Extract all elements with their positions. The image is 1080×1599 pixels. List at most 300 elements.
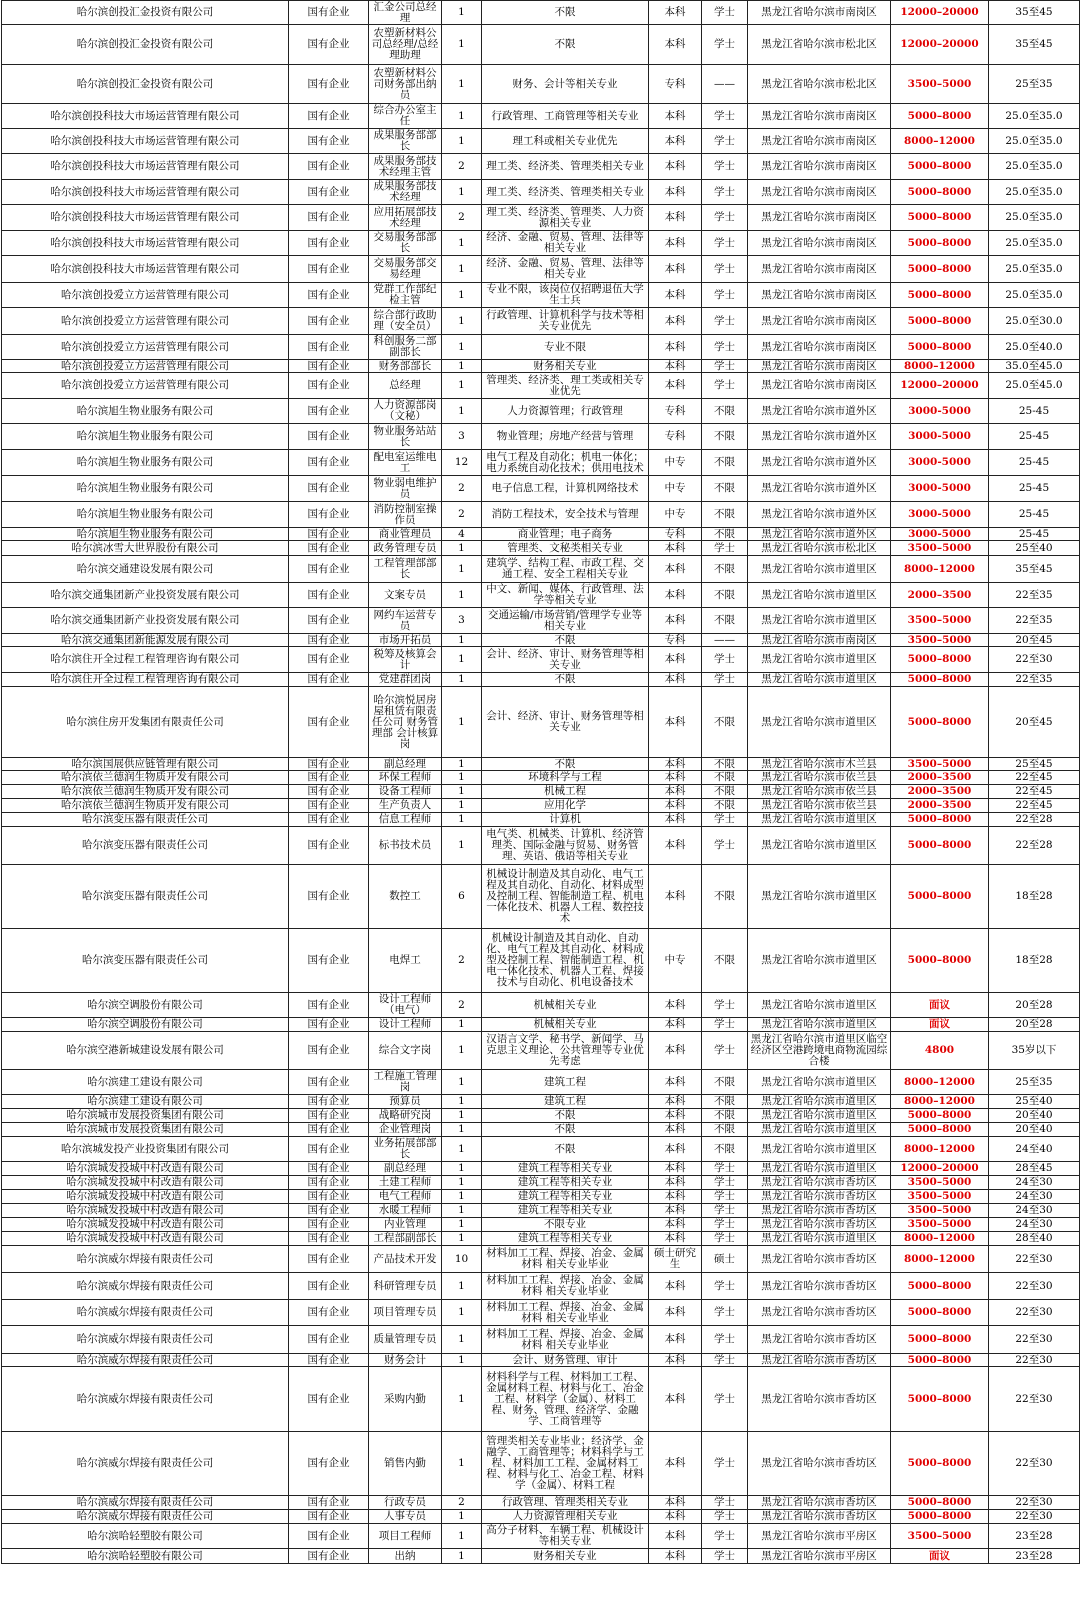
cell-count: 1: [442, 308, 482, 335]
table-row: [2, 1095, 1080, 1109]
cell-education: 本科: [649, 283, 702, 308]
cell-count: 1: [442, 634, 482, 647]
cell-company: 哈尔滨创投科技大市场运营管理有限公司: [2, 180, 289, 205]
cell-education: 本科: [649, 1510, 702, 1524]
cell-salary: 3000-5000: [891, 450, 989, 476]
cell-type: 国有企业: [289, 993, 369, 1018]
cell-position: 工程部副部长: [369, 1232, 442, 1246]
cell-education: 本科: [649, 1123, 702, 1137]
cell-major: 会计、财务管理、审计: [482, 1354, 649, 1367]
cell-salary: 4800: [891, 1032, 989, 1070]
cell-location: 黑龙江省哈尔滨市道里区: [748, 647, 891, 673]
cell-company: 哈尔滨交通集团新产业投资发展有限公司: [2, 608, 289, 634]
cell-age: 22至30: [989, 1326, 1080, 1354]
cell-location: 黑龙江省哈尔滨市道里区: [748, 556, 891, 583]
cell-degree: 不限: [702, 929, 748, 993]
cell-age: 24至30: [989, 1190, 1080, 1204]
cell-company: 哈尔滨创投汇金投资有限公司: [2, 25, 289, 65]
cell-age: 25-45: [989, 399, 1080, 424]
cell-company: 哈尔滨创投科技大市场运营管理有限公司: [2, 104, 289, 129]
cell-education: 本科: [649, 758, 702, 771]
cell-education: 本科: [649, 360, 702, 373]
cell-major: 不限: [482, 1, 649, 25]
table-row: [2, 450, 1080, 476]
cell-major: 理工类、经济类、管理类相关专业: [482, 180, 649, 205]
cell-position: 党群工作部纪检主管: [369, 283, 442, 308]
table-row: [2, 1218, 1080, 1232]
cell-major: 建筑工程: [482, 1095, 649, 1109]
cell-count: 1: [442, 335, 482, 360]
cell-education: 本科: [649, 1109, 702, 1123]
cell-type: 国有企业: [289, 541, 369, 556]
cell-position: 质量管理专员: [369, 1326, 442, 1354]
cell-salary: 5000–8000: [891, 687, 989, 758]
table-row: [2, 256, 1080, 283]
cell-age: 22至30: [989, 1300, 1080, 1326]
cell-company: 哈尔滨创投科技大市场运营管理有限公司: [2, 231, 289, 256]
cell-type: 国有企业: [289, 687, 369, 758]
cell-major: 材料科学与工程、材料加工工程、金属材料工程、材料与化工、冶金工程、材料学（金属）、材料工程、财务、管理、经济学、金融学、工商管理等: [482, 1367, 649, 1432]
cell-age: 18至28: [989, 929, 1080, 993]
cell-major: 不限: [482, 634, 649, 647]
cell-company: 哈尔滨威尔焊接有限责任公司: [2, 1300, 289, 1326]
cell-location: 黑龙江省哈尔滨市道里区: [748, 1018, 891, 1032]
cell-degree: 学士: [702, 1218, 748, 1232]
cell-education: 本科: [649, 256, 702, 283]
cell-position: 电焊工: [369, 929, 442, 993]
cell-type: 国有企业: [289, 1273, 369, 1300]
cell-type: 国有企业: [289, 1137, 369, 1162]
cell-degree: 不限: [702, 865, 748, 929]
cell-degree: 学士: [702, 1326, 748, 1354]
cell-degree: 不限: [702, 1109, 748, 1123]
cell-company: 哈尔滨变压器有限责任公司: [2, 813, 289, 827]
cell-degree: 学士: [702, 180, 748, 205]
cell-education: 本科: [649, 556, 702, 583]
cell-company: 哈尔滨交通集团新能源发展有限公司: [2, 634, 289, 647]
cell-type: 国有企业: [289, 1018, 369, 1032]
cell-age: 25.0至35.0: [989, 180, 1080, 205]
cell-salary: 5000–8000: [891, 1273, 989, 1300]
cell-type: 国有企业: [289, 1032, 369, 1070]
cell-company: 哈尔滨城发投产业投资集团有限公司: [2, 1137, 289, 1162]
cell-position: 采购内勤: [369, 1367, 442, 1432]
cell-type: 国有企业: [289, 25, 369, 65]
cell-company: 哈尔滨依兰德润生物质开发有限公司: [2, 785, 289, 799]
cell-age: 25.0至35.0: [989, 283, 1080, 308]
table-row: [2, 180, 1080, 205]
cell-location: 黑龙江省哈尔滨市松北区: [748, 541, 891, 556]
cell-education: 本科: [649, 1018, 702, 1032]
cell-position: 市场开拓员: [369, 634, 442, 647]
cell-degree: 学士: [702, 104, 748, 129]
cell-location: 黑龙江省哈尔滨市道外区: [748, 528, 891, 541]
cell-position: 土建工程师: [369, 1176, 442, 1190]
cell-age: 22至35: [989, 673, 1080, 687]
cell-company: 哈尔滨创投科技大市场运营管理有限公司: [2, 154, 289, 180]
cell-type: 国有企业: [289, 1204, 369, 1218]
cell-position: 工程管理部部长: [369, 556, 442, 583]
cell-position: 物业弱电维护员: [369, 476, 442, 502]
table-row: [2, 129, 1080, 154]
cell-major: 经济、金融、贸易、管理、法律等相关专业: [482, 231, 649, 256]
cell-salary: 8000–12000: [891, 556, 989, 583]
cell-salary: 3500–5000: [891, 1190, 989, 1204]
cell-company: 哈尔滨冰雪大世界股份有限公司: [2, 541, 289, 556]
cell-type: 国有企业: [289, 647, 369, 673]
cell-position: 应用拓展部技术经理: [369, 205, 442, 231]
cell-degree: ——: [702, 634, 748, 647]
cell-location: 黑龙江省哈尔滨市道外区: [748, 502, 891, 528]
cell-position: 农塑新材料公司总经理/总经理助理: [369, 25, 442, 65]
cell-location: 黑龙江省哈尔滨市道里区: [748, 673, 891, 687]
cell-type: 国有企业: [289, 360, 369, 373]
cell-age: 25.0至35.0: [989, 154, 1080, 180]
cell-age: 25.0至35.0: [989, 256, 1080, 283]
cell-degree: 不限: [702, 424, 748, 450]
cell-company: 哈尔滨创投汇金投资有限公司: [2, 1, 289, 25]
cell-major: 计算机: [482, 813, 649, 827]
cell-major: 行政管理、管理类相关专业: [482, 1496, 649, 1510]
cell-major: 电子信息工程，计算机网络技术: [482, 476, 649, 502]
cell-type: 国有企业: [289, 1367, 369, 1432]
cell-major: 机械工程: [482, 785, 649, 799]
cell-location: 黑龙江省哈尔滨市香坊区: [748, 1354, 891, 1367]
table-row: [2, 476, 1080, 502]
table-row: [2, 205, 1080, 231]
cell-type: 国有企业: [289, 799, 369, 813]
cell-type: 国有企业: [289, 180, 369, 205]
cell-degree: 不限: [702, 1123, 748, 1137]
cell-count: 1: [442, 25, 482, 65]
cell-age: 23至28: [989, 1524, 1080, 1549]
cell-company: 哈尔滨威尔焊接有限责任公司: [2, 1326, 289, 1354]
cell-type: 国有企业: [289, 1496, 369, 1510]
cell-age: 28至45: [989, 1162, 1080, 1176]
cell-major: 不限专业: [482, 1218, 649, 1232]
table-row: [2, 1354, 1080, 1367]
table-row: [2, 424, 1080, 450]
cell-degree: 学士: [702, 1300, 748, 1326]
cell-education: 本科: [649, 1549, 702, 1564]
cell-age: 25.0至30.0: [989, 308, 1080, 335]
cell-age: 25至35: [989, 65, 1080, 104]
cell-major: 人力资源管理；行政管理: [482, 399, 649, 424]
cell-education: 本科: [649, 1367, 702, 1432]
cell-degree: 学士: [702, 647, 748, 673]
cell-position: 综合文字岗: [369, 1032, 442, 1070]
table-row: [2, 373, 1080, 399]
cell-major: 中文、新闻、媒体、行政管理、法学等相关专业: [482, 583, 649, 608]
cell-education: 本科: [649, 104, 702, 129]
cell-salary: 5000–8000: [891, 1109, 989, 1123]
cell-company: 哈尔滨空港新城建设发展有限公司: [2, 1032, 289, 1070]
cell-salary: 5000–8000: [891, 1496, 989, 1510]
cell-degree: 学士: [702, 1162, 748, 1176]
cell-count: 1: [442, 180, 482, 205]
cell-education: 专科: [649, 65, 702, 104]
table-row: [2, 1549, 1080, 1564]
cell-type: 国有企业: [289, 1510, 369, 1524]
cell-company: 哈尔滨旭生物业服务有限公司: [2, 424, 289, 450]
cell-major: 交通运输/市场营销/管理学专业等相关专业: [482, 608, 649, 634]
cell-company: 哈尔滨旭生物业服务有限公司: [2, 450, 289, 476]
cell-salary: 5000–8000: [891, 308, 989, 335]
cell-position: 文案专员: [369, 583, 442, 608]
cell-degree: 学士: [702, 1176, 748, 1190]
cell-company: 哈尔滨哈轻塑胶有限公司: [2, 1524, 289, 1549]
cell-age: 22至28: [989, 813, 1080, 827]
cell-company: 哈尔滨旭生物业服务有限公司: [2, 502, 289, 528]
cell-company: 哈尔滨依兰德润生物质开发有限公司: [2, 799, 289, 813]
cell-type: 国有企业: [289, 283, 369, 308]
cell-location: 黑龙江省哈尔滨市南岗区: [748, 180, 891, 205]
cell-degree: 不限: [702, 771, 748, 785]
cell-major: 理工类、经济类、管理类、人力资源相关专业: [482, 205, 649, 231]
cell-company: 哈尔滨创投科技大市场运营管理有限公司: [2, 129, 289, 154]
cell-location: 黑龙江省哈尔滨市道里区: [748, 1162, 891, 1176]
cell-degree: 不限: [702, 399, 748, 424]
cell-degree: 学士: [702, 993, 748, 1018]
cell-degree: 学士: [702, 1549, 748, 1564]
cell-major: 材料加工工程、焊接、冶金、金属材料 相关专业毕业: [482, 1326, 649, 1354]
cell-company: 哈尔滨变压器有限责任公司: [2, 929, 289, 993]
cell-position: 副总经理: [369, 1162, 442, 1176]
cell-company: 哈尔滨变压器有限责任公司: [2, 865, 289, 929]
cell-type: 国有企业: [289, 758, 369, 771]
cell-location: 黑龙江省哈尔滨市南岗区: [748, 104, 891, 129]
cell-major: 高分子材料、车辆工程、机械设计等相关专业: [482, 1524, 649, 1549]
cell-type: 国有企业: [289, 673, 369, 687]
cell-degree: 学士: [702, 205, 748, 231]
cell-age: 22至30: [989, 1367, 1080, 1432]
cell-degree: 不限: [702, 450, 748, 476]
table-row: [2, 104, 1080, 129]
cell-salary: 8000–12000: [891, 1095, 989, 1109]
cell-count: 1: [442, 1367, 482, 1432]
cell-major: 专业不限，该岗位仅招聘退伍大学生士兵: [482, 283, 649, 308]
cell-education: 本科: [649, 813, 702, 827]
cell-position: 工程施工管理岗: [369, 1070, 442, 1095]
cell-major: 机械相关专业: [482, 993, 649, 1018]
cell-degree: 学士: [702, 1, 748, 25]
cell-education: 专科: [649, 634, 702, 647]
cell-education: 本科: [649, 1162, 702, 1176]
cell-age: 25.0至35.0: [989, 231, 1080, 256]
table-row: [2, 1123, 1080, 1137]
cell-company: 哈尔滨威尔焊接有限责任公司: [2, 1246, 289, 1273]
cell-position: 商业管理员: [369, 528, 442, 541]
table-row: [2, 1510, 1080, 1524]
cell-age: 24至40: [989, 1137, 1080, 1162]
cell-location: 黑龙江省哈尔滨市道里区: [748, 1070, 891, 1095]
cell-age: 20至45: [989, 634, 1080, 647]
cell-type: 国有企业: [289, 450, 369, 476]
cell-education: 专科: [649, 399, 702, 424]
cell-age: 25至40: [989, 1095, 1080, 1109]
cell-salary: 3500–5000: [891, 1218, 989, 1232]
cell-count: 1: [442, 1095, 482, 1109]
table-row: [2, 502, 1080, 528]
cell-count: 1: [442, 673, 482, 687]
cell-salary: 3500–5000: [891, 758, 989, 771]
cell-count: 4: [442, 528, 482, 541]
cell-major: 不限: [482, 1109, 649, 1123]
cell-location: 黑龙江省哈尔滨市道里区: [748, 827, 891, 865]
cell-age: 25-45: [989, 502, 1080, 528]
cell-count: 1: [442, 1137, 482, 1162]
cell-major: 不限: [482, 673, 649, 687]
cell-count: 1: [442, 1204, 482, 1218]
cell-company: 哈尔滨创投爱立方运营管理有限公司: [2, 335, 289, 360]
cell-company: 哈尔滨建工建设有限公司: [2, 1095, 289, 1109]
cell-location: 黑龙江省哈尔滨市南岗区: [748, 373, 891, 399]
cell-salary: 5000–8000: [891, 929, 989, 993]
cell-company: 哈尔滨空调股份有限公司: [2, 1018, 289, 1032]
cell-type: 国有企业: [289, 1218, 369, 1232]
cell-count: 1: [442, 541, 482, 556]
cell-location: 黑龙江省哈尔滨市依兰县: [748, 771, 891, 785]
cell-position: 综合办公室主任: [369, 104, 442, 129]
cell-position: 设备工程师: [369, 785, 442, 799]
cell-degree: 学士: [702, 1204, 748, 1218]
table-row: [2, 758, 1080, 771]
cell-major: 财务、会计等相关专业: [482, 65, 649, 104]
cell-salary: 12000–20000: [891, 373, 989, 399]
cell-position: 物业服务站站长: [369, 424, 442, 450]
cell-count: 1: [442, 771, 482, 785]
cell-position: 环保工程师: [369, 771, 442, 785]
cell-salary: 5000–8000: [891, 104, 989, 129]
cell-major: 专业不限: [482, 335, 649, 360]
cell-education: 本科: [649, 129, 702, 154]
cell-education: 本科: [649, 1273, 702, 1300]
cell-major: 商业管理；电子商务: [482, 528, 649, 541]
cell-type: 国有企业: [289, 205, 369, 231]
cell-location: 黑龙江省哈尔滨市南岗区: [748, 129, 891, 154]
cell-salary: 面议: [891, 1018, 989, 1032]
cell-degree: 学士: [702, 1032, 748, 1070]
cell-salary: 3000-5000: [891, 399, 989, 424]
table-row: [2, 399, 1080, 424]
cell-salary: 8000–12000: [891, 1137, 989, 1162]
cell-location: 黑龙江省哈尔滨市道外区: [748, 450, 891, 476]
cell-major: 应用化学: [482, 799, 649, 813]
cell-count: 1: [442, 399, 482, 424]
cell-position: 财务部部长: [369, 360, 442, 373]
cell-degree: 不限: [702, 1070, 748, 1095]
cell-company: 哈尔滨创投汇金投资有限公司: [2, 65, 289, 104]
cell-age: 25-45: [989, 450, 1080, 476]
cell-degree: 学士: [702, 1018, 748, 1032]
cell-location: 黑龙江省哈尔滨市平房区: [748, 1549, 891, 1564]
cell-type: 国有企业: [289, 1432, 369, 1496]
cell-location: 黑龙江省哈尔滨市木兰县: [748, 758, 891, 771]
cell-type: 国有企业: [289, 399, 369, 424]
cell-location: 黑龙江省哈尔滨市道里区: [748, 929, 891, 993]
cell-age: 20至28: [989, 1018, 1080, 1032]
cell-type: 国有企业: [289, 231, 369, 256]
cell-location: 黑龙江省哈尔滨市道里区: [748, 1123, 891, 1137]
cell-location: 黑龙江省哈尔滨市香坊区: [748, 1176, 891, 1190]
cell-position: 科创服务二部副部长: [369, 335, 442, 360]
cell-degree: 学士: [702, 25, 748, 65]
cell-count: 1: [442, 1070, 482, 1095]
cell-position: 总经理: [369, 373, 442, 399]
cell-age: 25.0至40.0: [989, 335, 1080, 360]
cell-degree: 学士: [702, 1432, 748, 1496]
cell-count: 12: [442, 450, 482, 476]
cell-position: 税筹及核算会计: [369, 647, 442, 673]
cell-company: 哈尔滨交通集团新产业投资发展有限公司: [2, 583, 289, 608]
cell-type: 国有企业: [289, 1232, 369, 1246]
cell-major: 建筑工程等相关专业: [482, 1176, 649, 1190]
cell-degree: 学士: [702, 673, 748, 687]
cell-company: 哈尔滨建工建设有限公司: [2, 1070, 289, 1095]
table-row: [2, 1070, 1080, 1095]
cell-education: 本科: [649, 180, 702, 205]
cell-count: 1: [442, 556, 482, 583]
cell-salary: 12000–20000: [891, 1, 989, 25]
cell-major: 不限: [482, 758, 649, 771]
cell-age: 25至40: [989, 541, 1080, 556]
cell-count: 1: [442, 231, 482, 256]
cell-company: 哈尔滨哈轻塑胶有限公司: [2, 1549, 289, 1564]
cell-type: 国有企业: [289, 634, 369, 647]
table-row: [2, 308, 1080, 335]
table-row: [2, 541, 1080, 556]
cell-count: 1: [442, 1432, 482, 1496]
cell-degree: 学士: [702, 827, 748, 865]
cell-salary: 8000–12000: [891, 1070, 989, 1095]
cell-salary: 3000-5000: [891, 502, 989, 528]
cell-degree: 学士: [702, 283, 748, 308]
cell-age: 35至45: [989, 1, 1080, 25]
cell-count: 1: [442, 1549, 482, 1564]
cell-degree: 学士: [702, 129, 748, 154]
cell-salary: 5000–8000: [891, 283, 989, 308]
cell-company: 哈尔滨创投科技大市场运营管理有限公司: [2, 205, 289, 231]
table-row: [2, 583, 1080, 608]
cell-count: 3: [442, 424, 482, 450]
cell-location: 黑龙江省哈尔滨市道里区: [748, 813, 891, 827]
cell-position: 战略研究岗: [369, 1109, 442, 1123]
cell-location: 黑龙江省哈尔滨市道里区临空经济区空港跨境电商物流园综合楼: [748, 1032, 891, 1070]
cell-count: 2: [442, 1496, 482, 1510]
cell-type: 国有企业: [289, 476, 369, 502]
cell-count: 2: [442, 929, 482, 993]
cell-count: 1: [442, 1018, 482, 1032]
cell-age: 20至28: [989, 993, 1080, 1018]
cell-company: 哈尔滨变压器有限责任公司: [2, 827, 289, 865]
cell-type: 国有企业: [289, 129, 369, 154]
cell-type: 国有企业: [289, 813, 369, 827]
cell-count: 1: [442, 785, 482, 799]
cell-position: 企业管理岗: [369, 1123, 442, 1137]
table-row: [2, 785, 1080, 799]
cell-type: 国有企业: [289, 1162, 369, 1176]
cell-location: 黑龙江省哈尔滨市南岗区: [748, 231, 891, 256]
table-row: [2, 1246, 1080, 1273]
table-row: [2, 687, 1080, 758]
cell-salary: 5000–8000: [891, 231, 989, 256]
cell-company: 哈尔滨创投爱立方运营管理有限公司: [2, 308, 289, 335]
table-row: [2, 827, 1080, 865]
cell-location: 黑龙江省哈尔滨市道里区: [748, 608, 891, 634]
cell-salary: 3500–5000: [891, 608, 989, 634]
cell-count: 1: [442, 129, 482, 154]
cell-major: 建筑学、结构工程、市政工程、交通工程、安全工程相关专业: [482, 556, 649, 583]
